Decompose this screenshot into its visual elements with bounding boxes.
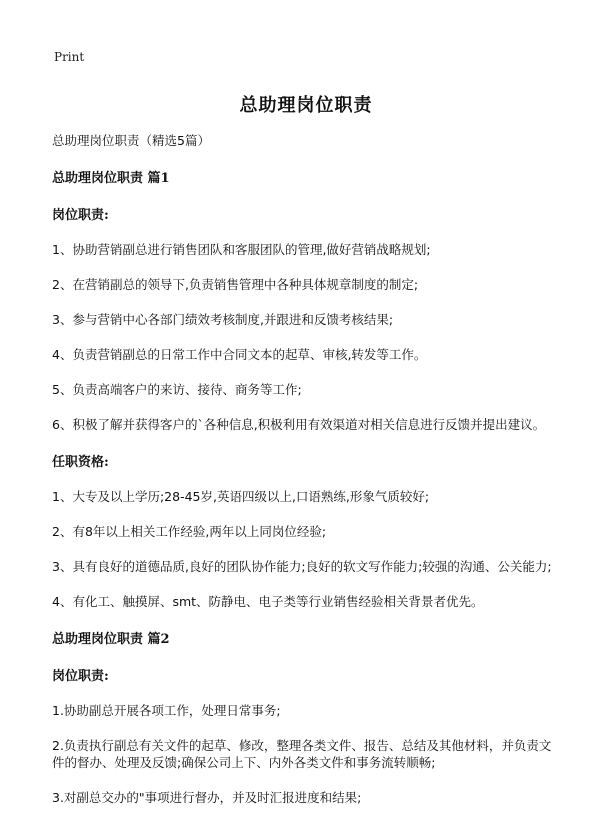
- list-item: 1、协助营销副总进行销售团队和客服团队的管理,做好营销战略规划;: [52, 242, 431, 257]
- print-link[interactable]: Print: [54, 50, 85, 64]
- item-list: [52, 241, 560, 433]
- list-item: 4、有化工、触摸屏、smt、防静电、电子类等行业销售经验相关背景者优先。: [52, 594, 484, 609]
- item-list: [52, 702, 560, 806]
- block-heading: 岗位职责:: [52, 208, 109, 223]
- list-item: 4、负责营销副总的日常工作中合同文本的起草、审核,转发等工作。: [52, 347, 427, 362]
- block-heading: 任职资格:: [52, 455, 109, 470]
- document-title: 总助理岗位职责: [239, 95, 373, 116]
- section-heading: 总助理岗位职责 篇2: [52, 632, 170, 647]
- list-item: 2、有8年以上相关工作经验,两年以上同岗位经验;: [52, 524, 327, 539]
- block-heading: 岗位职责:: [52, 669, 109, 684]
- list-item: 6、积极了解并获得客户的`各种信息,积极利用有效渠道对相关信息进行反馈并提出建议。: [52, 417, 546, 432]
- document-body: [52, 167, 560, 806]
- document-subtitle: 总助理岗位职责（精选5篇）: [52, 133, 210, 148]
- list-item: 5、负责高端客户的来访、接待、商务等工作;: [52, 382, 302, 397]
- list-item: 1.协助副总开展各项工作，处理日常事务;: [52, 703, 281, 718]
- list-item: 2、在营销副总的领导下,负责销售管理中各种具体规章制度的制定;: [52, 277, 419, 292]
- item-list: [52, 488, 560, 610]
- list-item: 1、大专及以上学历;28-45岁,英语四级以上,口语熟练,形象气质较好;: [52, 489, 430, 504]
- section-heading: 总助理岗位职责 篇1: [52, 171, 170, 186]
- list-item: 3.对副总交办的"事项进行督办，并及时汇报进度和结果;: [52, 790, 362, 805]
- list-item: 3、参与营销中心各部门绩效考核制度,并跟进和反馈考核结果;: [52, 312, 394, 327]
- list-item: 2.负责执行副总有关文件的起草、修改，整理各类文件、报告、总结及其他材料，并负责文件的督办、处理及反馈;确保公司上下、内外各类文件和事务流转顺畅;: [52, 738, 552, 770]
- list-item: 3、具有良好的道德品质,良好的团队协作能力;良好的软文写作能力;较强的沟通、公关能力;: [52, 559, 552, 574]
